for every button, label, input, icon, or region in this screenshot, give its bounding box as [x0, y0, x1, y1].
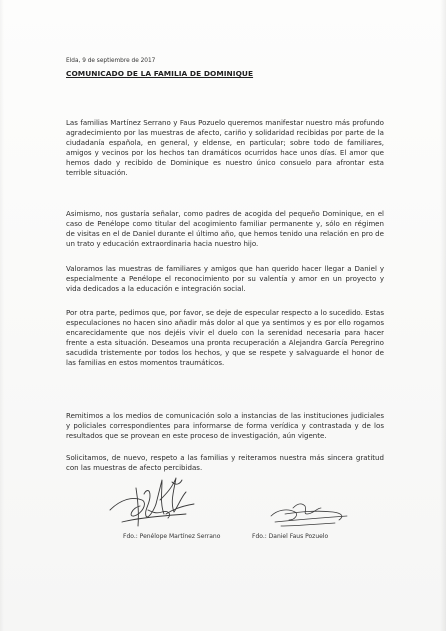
paragraph-closing: Solicitamos, de nuevo, respeto a las familias y reiteramos nuestra más sincera gratitud con las muestras de afecto percibidas.	[66, 453, 384, 472]
page-edge-right	[440, 0, 446, 631]
page-edge-left	[0, 0, 4, 631]
document-title: COMUNICADO DE LA FAMILIA DE DOMINIQUE	[66, 69, 254, 78]
signature-label-daniel: Fdo.: Daniel Faus Pozuelo	[252, 533, 329, 540]
paragraph-media: Remitimos a los medios de comunicación solo a instancias de las instituciones judiciales y policiales correspondientes para informarse de forma verídica y contrastada y de los resultados que se provean en este proceso de investigación, aún vigente.	[66, 411, 384, 440]
signature-penelope	[102, 470, 204, 532]
paragraph-speculation: Por otra parte, pedimos que, por favor, se deje de especular respecto a lo sucedido. Estas especulaciones no hacen sino añadir más dolor al que ya sentimos y es por ello rogamos encarecidamente que nos dejéis vivir el duelo con la serenidad necesaria para hacer frente a esta situación. Deseamos una pronta recuperación a Alejandra García Peregrino sacudida tristemente por todos los hechos, y que se respete y salvaguarde el honor de las familias en estos momentos traumáticos.	[66, 308, 384, 367]
paragraph-gratitude: Las familias Martínez Serrano y Faus Pozuelo queremos manifestar nuestro más profundo agradecimiento por las muestras de afecto, cariño y solidaridad recibidas por parte de la ciudadanía española, en general, y eldense, en particular; sobre todo de familiares, amigos y vecinos por los hechos tan dramáticos ocurridos hace unos días. El amor que hemos dado y recibido de Dominique es nuestro único consuelo para afrontar esta terrible situación.	[66, 118, 384, 177]
signature-label-penelope: Fdo.: Penélope Martínez Serrano	[123, 533, 221, 540]
paragraph-foster-parents: Asimismo, nos gustaría señalar, como padres de acogida del pequeño Dominique, en el caso de Penélope como titular del acogimiento familiar permanente y, sólo en régimen de visitas en el de Daniel durante el último año, que hemos tenido una relación en pro de un trato y educación extraordinaria hacia nuestro hijo.	[66, 209, 384, 248]
signature-daniel	[255, 486, 365, 532]
paragraph-recognition: Valoramos las muestras de familiares y amigos que han querido hacer llegar a Daniel y especialmente a Penélope el reconocimiento por su valentía y amor en un proyecto y vida dedicados a la educación e integración social.	[66, 264, 384, 293]
document-date: Elda, 9 de septiembre de 2017	[66, 58, 156, 64]
